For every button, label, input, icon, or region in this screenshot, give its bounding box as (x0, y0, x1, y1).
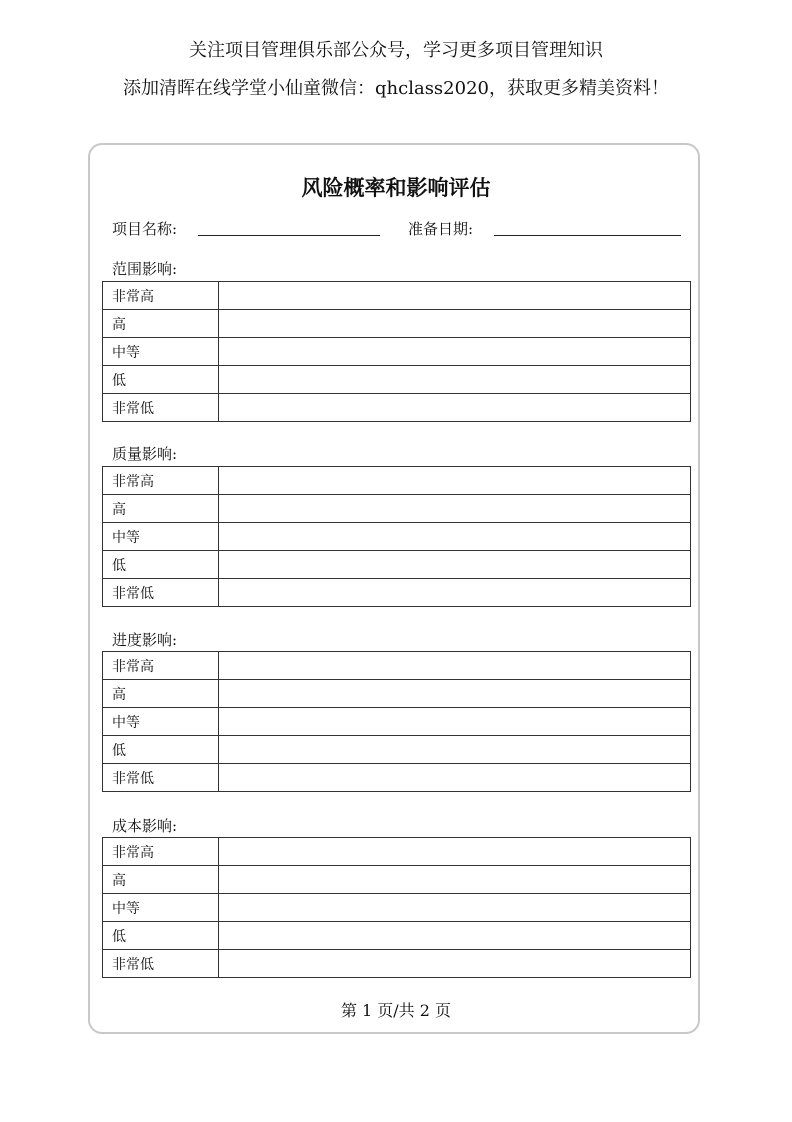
level-label: 非常高 (103, 282, 219, 310)
table-row (103, 708, 691, 736)
level-label: 低 (103, 366, 219, 394)
impact-table (102, 651, 691, 792)
impact-description-cell[interactable] (219, 652, 691, 680)
project-name-field[interactable] (198, 235, 380, 236)
section-label: 范围影响: (112, 260, 178, 278)
table-row (103, 866, 691, 894)
table-row (103, 467, 691, 495)
level-label: 中等 (103, 708, 219, 736)
impact-description-cell[interactable] (219, 950, 691, 978)
impact-description-cell[interactable] (219, 736, 691, 764)
table-row (103, 950, 691, 978)
impact-description-cell[interactable] (219, 708, 691, 736)
prep-date-label: 准备日期: (408, 220, 474, 238)
section-label: 进度影响: (112, 631, 178, 649)
level-label: 高 (103, 680, 219, 708)
impact-description-cell[interactable] (219, 922, 691, 950)
table-row (103, 338, 691, 366)
table-row (103, 523, 691, 551)
impact-description-cell[interactable] (219, 467, 691, 495)
table-row (103, 838, 691, 866)
level-label: 非常高 (103, 467, 219, 495)
level-label: 非常低 (103, 950, 219, 978)
level-label: 中等 (103, 523, 219, 551)
table-row (103, 922, 691, 950)
level-label: 低 (103, 736, 219, 764)
level-label: 中等 (103, 894, 219, 922)
table-row (103, 551, 691, 579)
impact-description-cell[interactable] (219, 523, 691, 551)
level-label: 非常高 (103, 838, 219, 866)
page-number: 第 1 页/共 2 页 (340, 1001, 452, 1020)
header-line-2: 添加清晖在线学堂小仙童微信：qhclass2020，获取更多精美资料！ (123, 78, 669, 99)
prep-date-field[interactable] (494, 235, 681, 236)
table-row (103, 894, 691, 922)
table-row (103, 310, 691, 338)
impact-table (102, 281, 691, 422)
table-row (103, 579, 691, 607)
impact-table (102, 837, 691, 978)
level-label: 非常高 (103, 652, 219, 680)
table-row (103, 736, 691, 764)
level-label: 非常低 (103, 579, 219, 607)
level-label: 非常低 (103, 764, 219, 792)
table-row (103, 764, 691, 792)
impact-table (102, 466, 691, 607)
impact-description-cell[interactable] (219, 866, 691, 894)
impact-description-cell[interactable] (219, 579, 691, 607)
impact-description-cell[interactable] (219, 764, 691, 792)
table-row (103, 495, 691, 523)
table-row (103, 394, 691, 422)
impact-description-cell[interactable] (219, 310, 691, 338)
level-label: 低 (103, 922, 219, 950)
impact-description-cell[interactable] (219, 394, 691, 422)
table-row (103, 282, 691, 310)
impact-description-cell[interactable] (219, 282, 691, 310)
impact-description-cell[interactable] (219, 338, 691, 366)
level-label: 高 (103, 495, 219, 523)
impact-description-cell[interactable] (219, 495, 691, 523)
impact-description-cell[interactable] (219, 551, 691, 579)
section-label: 质量影响: (112, 445, 178, 463)
level-label: 高 (103, 310, 219, 338)
form-title: 风险概率和影响评估 (301, 176, 491, 200)
project-name-label: 项目名称: (112, 220, 178, 238)
impact-description-cell[interactable] (219, 680, 691, 708)
level-label: 非常低 (103, 394, 219, 422)
section-label: 成本影响: (112, 817, 178, 835)
impact-description-cell[interactable] (219, 894, 691, 922)
level-label: 中等 (103, 338, 219, 366)
header-line-1: 关注项目管理俱乐部公众号，学习更多项目管理知识 (189, 40, 603, 61)
level-label: 高 (103, 866, 219, 894)
impact-description-cell[interactable] (219, 838, 691, 866)
impact-description-cell[interactable] (219, 366, 691, 394)
table-row (103, 680, 691, 708)
level-label: 低 (103, 551, 219, 579)
table-row (103, 652, 691, 680)
table-row (103, 366, 691, 394)
